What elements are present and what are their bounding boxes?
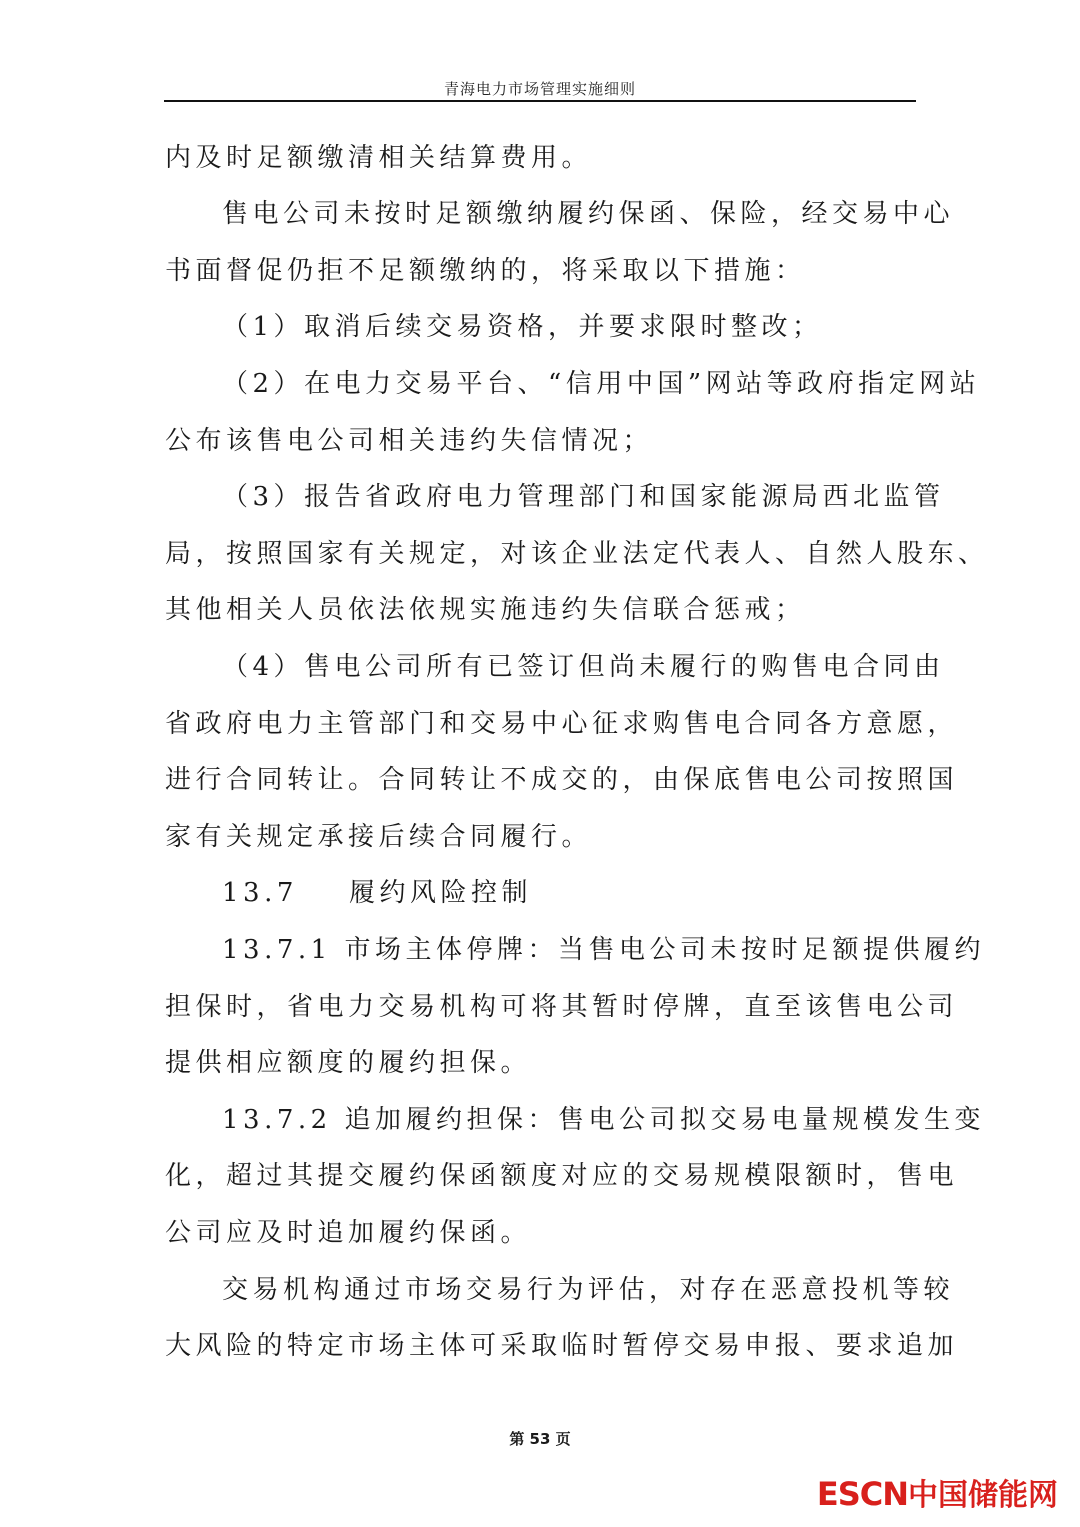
body-line: 其他相关人员依法依规实施违约失信联合惩戒； <box>165 595 806 625</box>
body-line: 书面督促仍拒不足额缴纳的，将采取以下措施： <box>165 256 806 286</box>
body-line: 13.7.2 追加履约担保：售电公司拟交易电量规模发生变 <box>222 1105 985 1135</box>
watermark-logo <box>817 1470 1058 1514</box>
body-line: 省政府电力主管部门和交易中心征求购售电合同各方意愿， <box>165 709 959 739</box>
body-line: 公布该售电公司相关违约失信情况； <box>165 426 654 456</box>
body-line: 进行合同转让。合同转让不成交的，由保底售电公司按照国 <box>165 765 959 795</box>
body-line: 大风险的特定市场主体可采取临时暂停交易申报、要求追加 <box>165 1331 959 1361</box>
body-line: 内及时足额缴清相关结算费用。 <box>165 143 593 173</box>
body-line: （1）取消后续交易资格，并要求限时整改； <box>222 312 823 342</box>
page-number: 第 53 页 <box>509 1430 571 1448</box>
watermark-escn: ESCN <box>816 1475 908 1513</box>
body-line: 化，超过其提交履约保函额度对应的交易规模限额时，售电 <box>165 1161 959 1191</box>
body-line: 交易机构通过市场交易行为评估，对存在恶意投机等较 <box>222 1275 955 1305</box>
page-header-title: 青海电力市场管理实施细则 <box>443 80 636 98</box>
body-line: 家有关规定承接后续合同履行。 <box>165 822 593 852</box>
body-line: 公司应及时追加履约保函。 <box>165 1218 532 1248</box>
body-line: （2）在电力交易平台、“信用中国”网站等政府指定网站 <box>222 369 981 399</box>
body-line: 售电公司未按时足额缴纳履约保函、保险，经交易中心 <box>222 199 955 229</box>
body-line: 提供相应额度的履约担保。 <box>165 1048 532 1078</box>
header-rule <box>164 100 916 102</box>
section-heading: 13.7 履约风险控制 <box>222 878 532 908</box>
body-line: 局，按照国家有关规定，对该企业法定代表人、自然人股东、 <box>165 539 989 569</box>
body-line: 13.7.1 市场主体停牌：当售电公司未按时足额提供履约 <box>222 935 985 965</box>
body-line: 担保时，省电力交易机构可将其暂时停牌，直至该售电公司 <box>165 992 959 1022</box>
body-line: （3）报告省政府电力管理部门和国家能源局西北监管 <box>222 482 945 512</box>
body-line: （4）售电公司所有已签订但尚未履行的购售电合同由 <box>222 652 945 682</box>
watermark-name: 中国储能网 <box>908 1478 1058 1513</box>
